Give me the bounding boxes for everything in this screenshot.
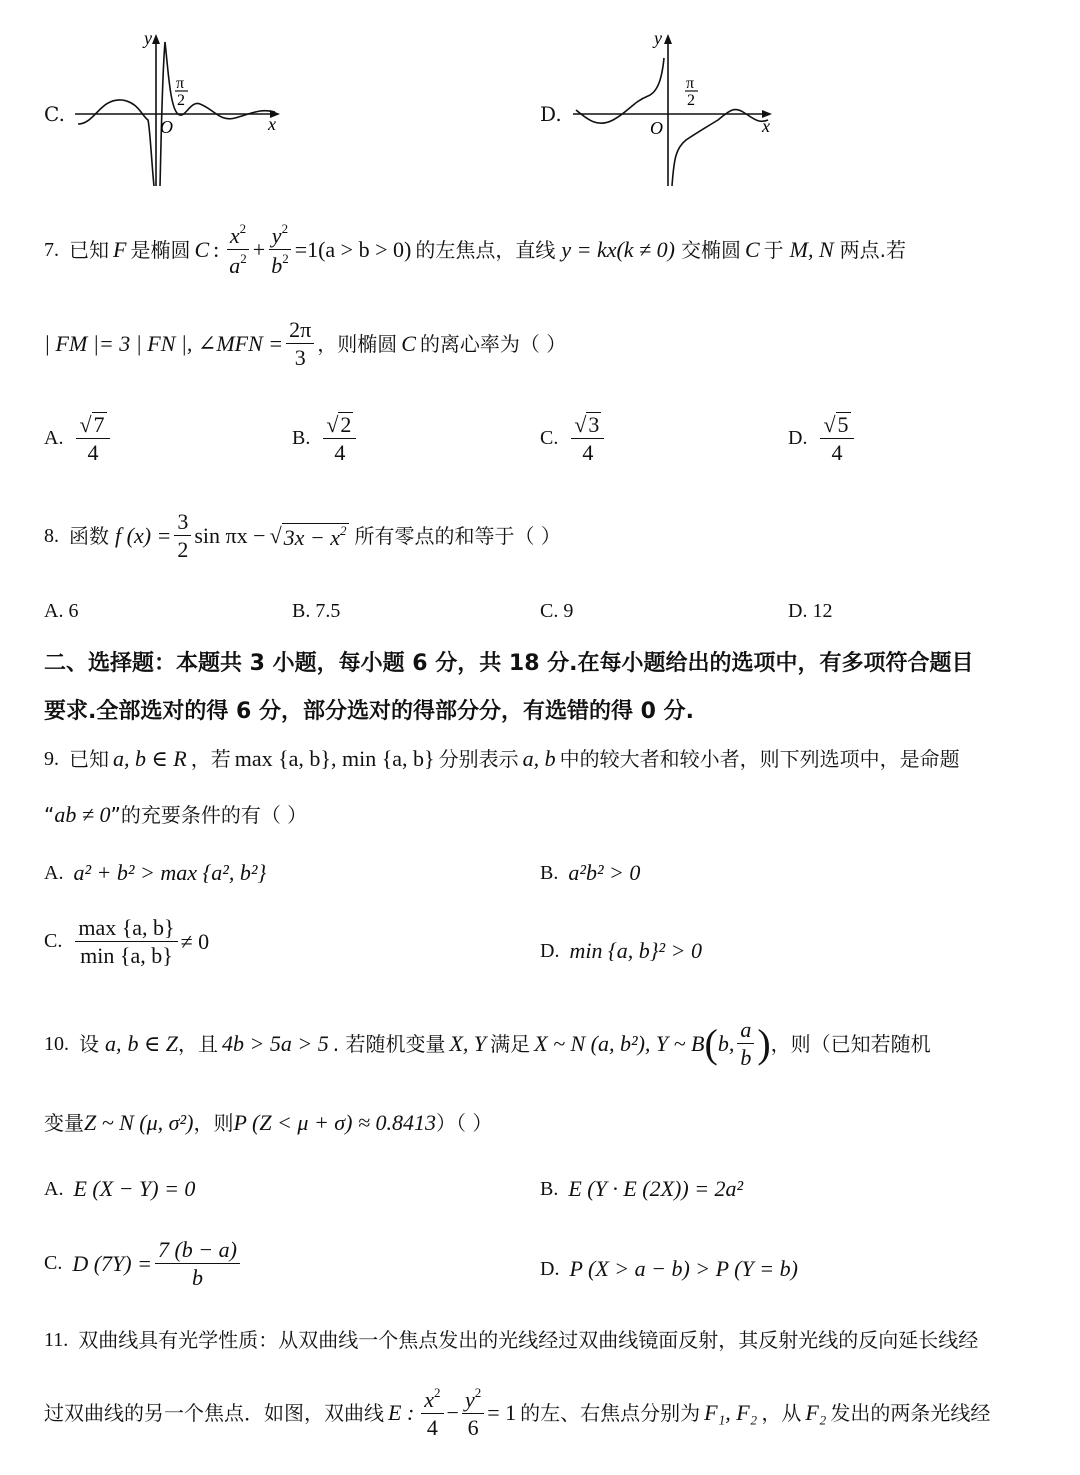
q10-option-d[interactable]: D. P (X > a − b) > P (Y = b) — [540, 1256, 798, 1281]
q9-option-a[interactable]: A. a² + b² > max {a², b²} — [44, 860, 267, 885]
q7-line2: | FM |= 3 | FN |, ∠MFN = $\frac{2\pi}{3}$ ，则椭圆 C 的离心率为（ ） — [44, 317, 567, 371]
q9-option-b[interactable]: B. a²b² > 0 — [540, 860, 641, 885]
q10-line2: 变量 Z ~ N (μ, σ²) ，则 P (Z < μ + σ) ≈ 0.8413 ）（ ） — [44, 1110, 493, 1135]
q9-option-c[interactable]: C. $\frac{\max \{a, b\}}{\min \{a, b\}}$ ≠ 0 — [44, 915, 210, 969]
curve-d — [576, 58, 768, 186]
q7-option-d[interactable]: D. $\frac{√5}{4}$ — [788, 412, 857, 464]
q9-line2: “ ab ≠ 0 ”的充要条件的有（ ） — [44, 802, 308, 827]
option-d-label: D. — [540, 102, 562, 126]
axis-label-y: y — [144, 28, 152, 48]
q7-option-b[interactable]: B. $\frac{√2}{4}$ — [292, 412, 359, 464]
pi-half-den: 2 — [177, 92, 185, 109]
q9-line1: 9. 已知 a, b ∈ R ，若 max {a, b}, min {a, b} 分别表示 a, b 中的较大者和较小者，则下列选项中，是命题 — [44, 746, 960, 771]
pi-half-den: 2 — [687, 92, 695, 109]
q7-option-a[interactable]: A. $\frac{√7}{4}$ — [44, 412, 113, 464]
graph-option-d — [568, 28, 788, 190]
option-c-label: C. — [44, 102, 65, 126]
q7-line1: 7. 已知 F 是椭圆 C : $\frac{x^2}{a^2}$ + $\frac{y^2}{b^2}$ =1(a > b > 0) 的左焦点，直线 y = kx(k ≠ 0) 交椭圆 C 于 M, N 两点.若 — [44, 221, 907, 279]
q11-line1: 11. 双曲线具有光学性质：从双曲线一个焦点发出的光线经过双曲线镜面反射，其反射光线的反向延长线经 — [44, 1328, 979, 1352]
q8-option-a[interactable]: A. 6 — [44, 600, 79, 622]
q8-option-d[interactable]: D. 12 — [788, 600, 833, 622]
q7-option-c[interactable]: C. $\frac{√3}{4}$ — [540, 412, 607, 464]
q9-option-d[interactable]: D. min {a, b}² > 0 — [540, 938, 702, 963]
axis-label-y: y — [654, 28, 662, 48]
q10-line1: 10. 设 a, b ∈ Z ，且 4b > 5a > 5 . 若随机变量 X, Y 满足 X ~ N (a, b²), Y ~ B ( b, $\frac{a}{b}$ ) ，则（已知若随机 — [44, 1017, 931, 1071]
origin-label: O — [650, 118, 663, 138]
origin-label: O — [160, 117, 173, 137]
graph-option-c — [70, 28, 290, 190]
q8-option-b[interactable]: B. 7.5 — [292, 600, 341, 622]
q10-option-b[interactable]: B. E (Y · E (2X)) = 2a² — [540, 1176, 744, 1201]
axis-label-x: x — [762, 116, 770, 136]
q10-option-c[interactable]: C. D (7Y) = $\frac{7 (b - a)}{b}$ — [44, 1238, 243, 1289]
section2-heading-line1: 二、选择题：本题共 3 小题，每小题 6 分，共 18 分.在每小题给出的选项中，有多项符合题目 — [44, 651, 974, 676]
section2-heading-line2: 要求.全部选对的得 6 分，部分选对的得部分分，有选错的得 0 分. — [44, 699, 694, 724]
pi-half-num: π — [686, 75, 695, 92]
q10-option-a[interactable]: A. E (X − Y) = 0 — [44, 1176, 196, 1201]
q8-option-c[interactable]: C. 9 — [540, 600, 574, 622]
pi-half-num: π — [176, 75, 185, 92]
q8-stem: 8. 函数 f (x) = $\frac{3}{2}$ sin πx − √ $3x - x^2$ 所有零点的和等于（ ） — [44, 509, 561, 563]
q11-line2: 过双曲线的另一个焦点．如图，双曲线 E : $\frac{x^2}{4}$ − $\frac{y^2}{6}$ = 1 的左、右焦点分别为 F₁, F₂ ，从 F₂ 发出的两条光线经 — [44, 1385, 991, 1441]
axis-label-x: x — [268, 114, 276, 134]
